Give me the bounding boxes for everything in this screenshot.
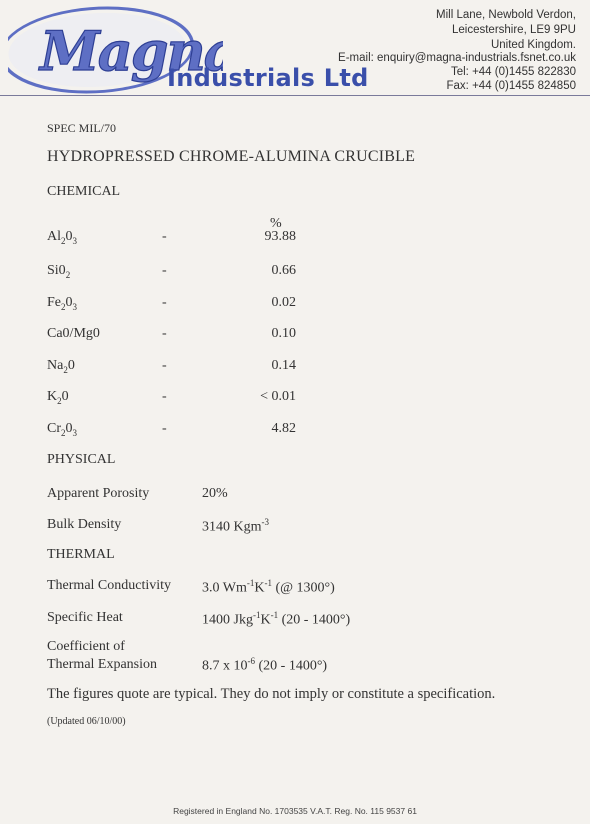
value-text: K	[254, 580, 265, 596]
property-value	[202, 517, 269, 536]
label-line: Thermal Expansion	[47, 657, 158, 672]
formula-text: 0	[65, 229, 73, 244]
chemical-value: < 0.01	[260, 389, 296, 404]
formula-subscript: 2	[65, 269, 71, 280]
section-heading-chemical: CHEMICAL	[47, 184, 121, 199]
chemical-value: 0.02	[271, 295, 296, 310]
value-exponent: -1	[264, 578, 272, 588]
address-line: Leicestershire, LE9 9PU	[451, 24, 576, 36]
property-label: Bulk Density	[47, 517, 122, 532]
chemical-formula	[47, 263, 70, 280]
formula-subscript: 3	[72, 301, 77, 312]
spec-code: SPEC MIL/70	[47, 121, 117, 135]
value-exponent: -1	[270, 610, 279, 620]
fax-text: Fax: +44 (0)1455 824850	[446, 80, 576, 92]
value-text: 3.0 Wm	[202, 580, 247, 596]
row-dash: -	[162, 421, 167, 436]
property-value	[202, 610, 350, 629]
formula-subscript: 2	[61, 301, 66, 312]
formula-subscript: 2	[57, 395, 62, 406]
chemical-formula	[47, 358, 75, 375]
property-value	[202, 578, 335, 597]
address-block	[436, 8, 576, 53]
formula-subscript: 3	[72, 427, 77, 438]
value-text: 3140 Kgm	[202, 519, 262, 535]
chemical-formula	[47, 389, 69, 406]
value-text: 8.7 x 10	[202, 658, 248, 674]
property-value	[202, 656, 327, 675]
formula-text: 0	[65, 421, 73, 436]
address-line: Mill Lane, Newbold Verdon,	[436, 9, 576, 21]
value-text: K	[260, 612, 271, 628]
disclaimer-note: The figures quote are typical. They do not imply or constitute a specification.	[47, 686, 496, 702]
formula-text: Al	[47, 229, 61, 244]
formula-text: Na	[47, 358, 64, 373]
property-label: Thermal Conductivity	[47, 578, 172, 593]
value-exponent: -6	[247, 656, 255, 666]
formula-text: 0	[67, 358, 75, 373]
value-exponent: -3	[261, 517, 269, 527]
registration-footer: Registered in England No. 1703535 V.A.T. Reg. No. 115 9537 61	[173, 806, 417, 816]
chemical-value: 4.82	[271, 421, 296, 436]
section-heading-physical: PHYSICAL	[47, 452, 116, 467]
chemical-formula	[47, 326, 100, 342]
formula-text: Ca0/Mg0	[47, 326, 100, 341]
chemical-value: 0.10	[271, 326, 296, 341]
value-text: 1400 Jkg	[202, 612, 253, 628]
value-text: (@ 1300°)	[271, 580, 335, 596]
value-text: (20 - 1400°)	[255, 658, 328, 674]
address-line: United Kingdom.	[490, 39, 576, 51]
property-label: Apparent Porosity	[47, 486, 150, 501]
formula-text: 0	[65, 295, 73, 310]
label-line: Coefficient of	[47, 639, 125, 654]
value-exponent: -1	[246, 578, 255, 588]
row-dash: -	[162, 229, 167, 244]
formula-subscript: 2	[61, 235, 66, 246]
row-dash: -	[162, 389, 167, 404]
row-dash: -	[162, 263, 167, 278]
contact-block	[338, 51, 576, 93]
percent-unit: %	[270, 216, 282, 231]
property-value: 20%	[202, 486, 228, 501]
formula-text: Fe	[47, 295, 61, 310]
row-dash: -	[162, 358, 167, 373]
company-name: Industrials Ltd	[167, 64, 369, 92]
chemical-formula	[47, 421, 77, 438]
logo-wordmark: Magna	[40, 19, 223, 83]
value-exponent: -1	[252, 610, 261, 620]
email-text: E-mail: enquiry@magna-industrials.fsnet.co.uk	[338, 52, 576, 64]
formula-text: 0	[61, 389, 69, 404]
header-divider	[0, 95, 590, 96]
formula-subscript: 2	[61, 427, 66, 438]
property-label	[47, 638, 157, 674]
updated-date: (Updated 06/10/00)	[47, 716, 126, 727]
row-dash: -	[162, 326, 167, 341]
tel-text: Tel: +44 (0)1455 822830	[450, 66, 576, 78]
chemical-value: 93.88	[264, 229, 296, 244]
property-label: Specific Heat	[47, 610, 123, 625]
formula-subscript: 2	[63, 364, 68, 375]
formula-text: Si0	[47, 263, 66, 278]
value-text: (20 - 1400°)	[278, 612, 351, 628]
section-heading-thermal: THERMAL	[47, 547, 115, 562]
chemical-value: 0.66	[271, 263, 296, 278]
chemical-value: 0.14	[271, 358, 296, 373]
formula-subscript: 3	[72, 235, 77, 246]
row-dash: -	[162, 295, 167, 310]
chemical-formula	[47, 229, 77, 246]
document-title: HYDROPRESSED CHROME-ALUMINA CRUCIBLE	[47, 148, 416, 165]
chemical-formula	[47, 295, 77, 312]
formula-text: K	[47, 389, 58, 404]
formula-text: Cr	[47, 421, 61, 436]
